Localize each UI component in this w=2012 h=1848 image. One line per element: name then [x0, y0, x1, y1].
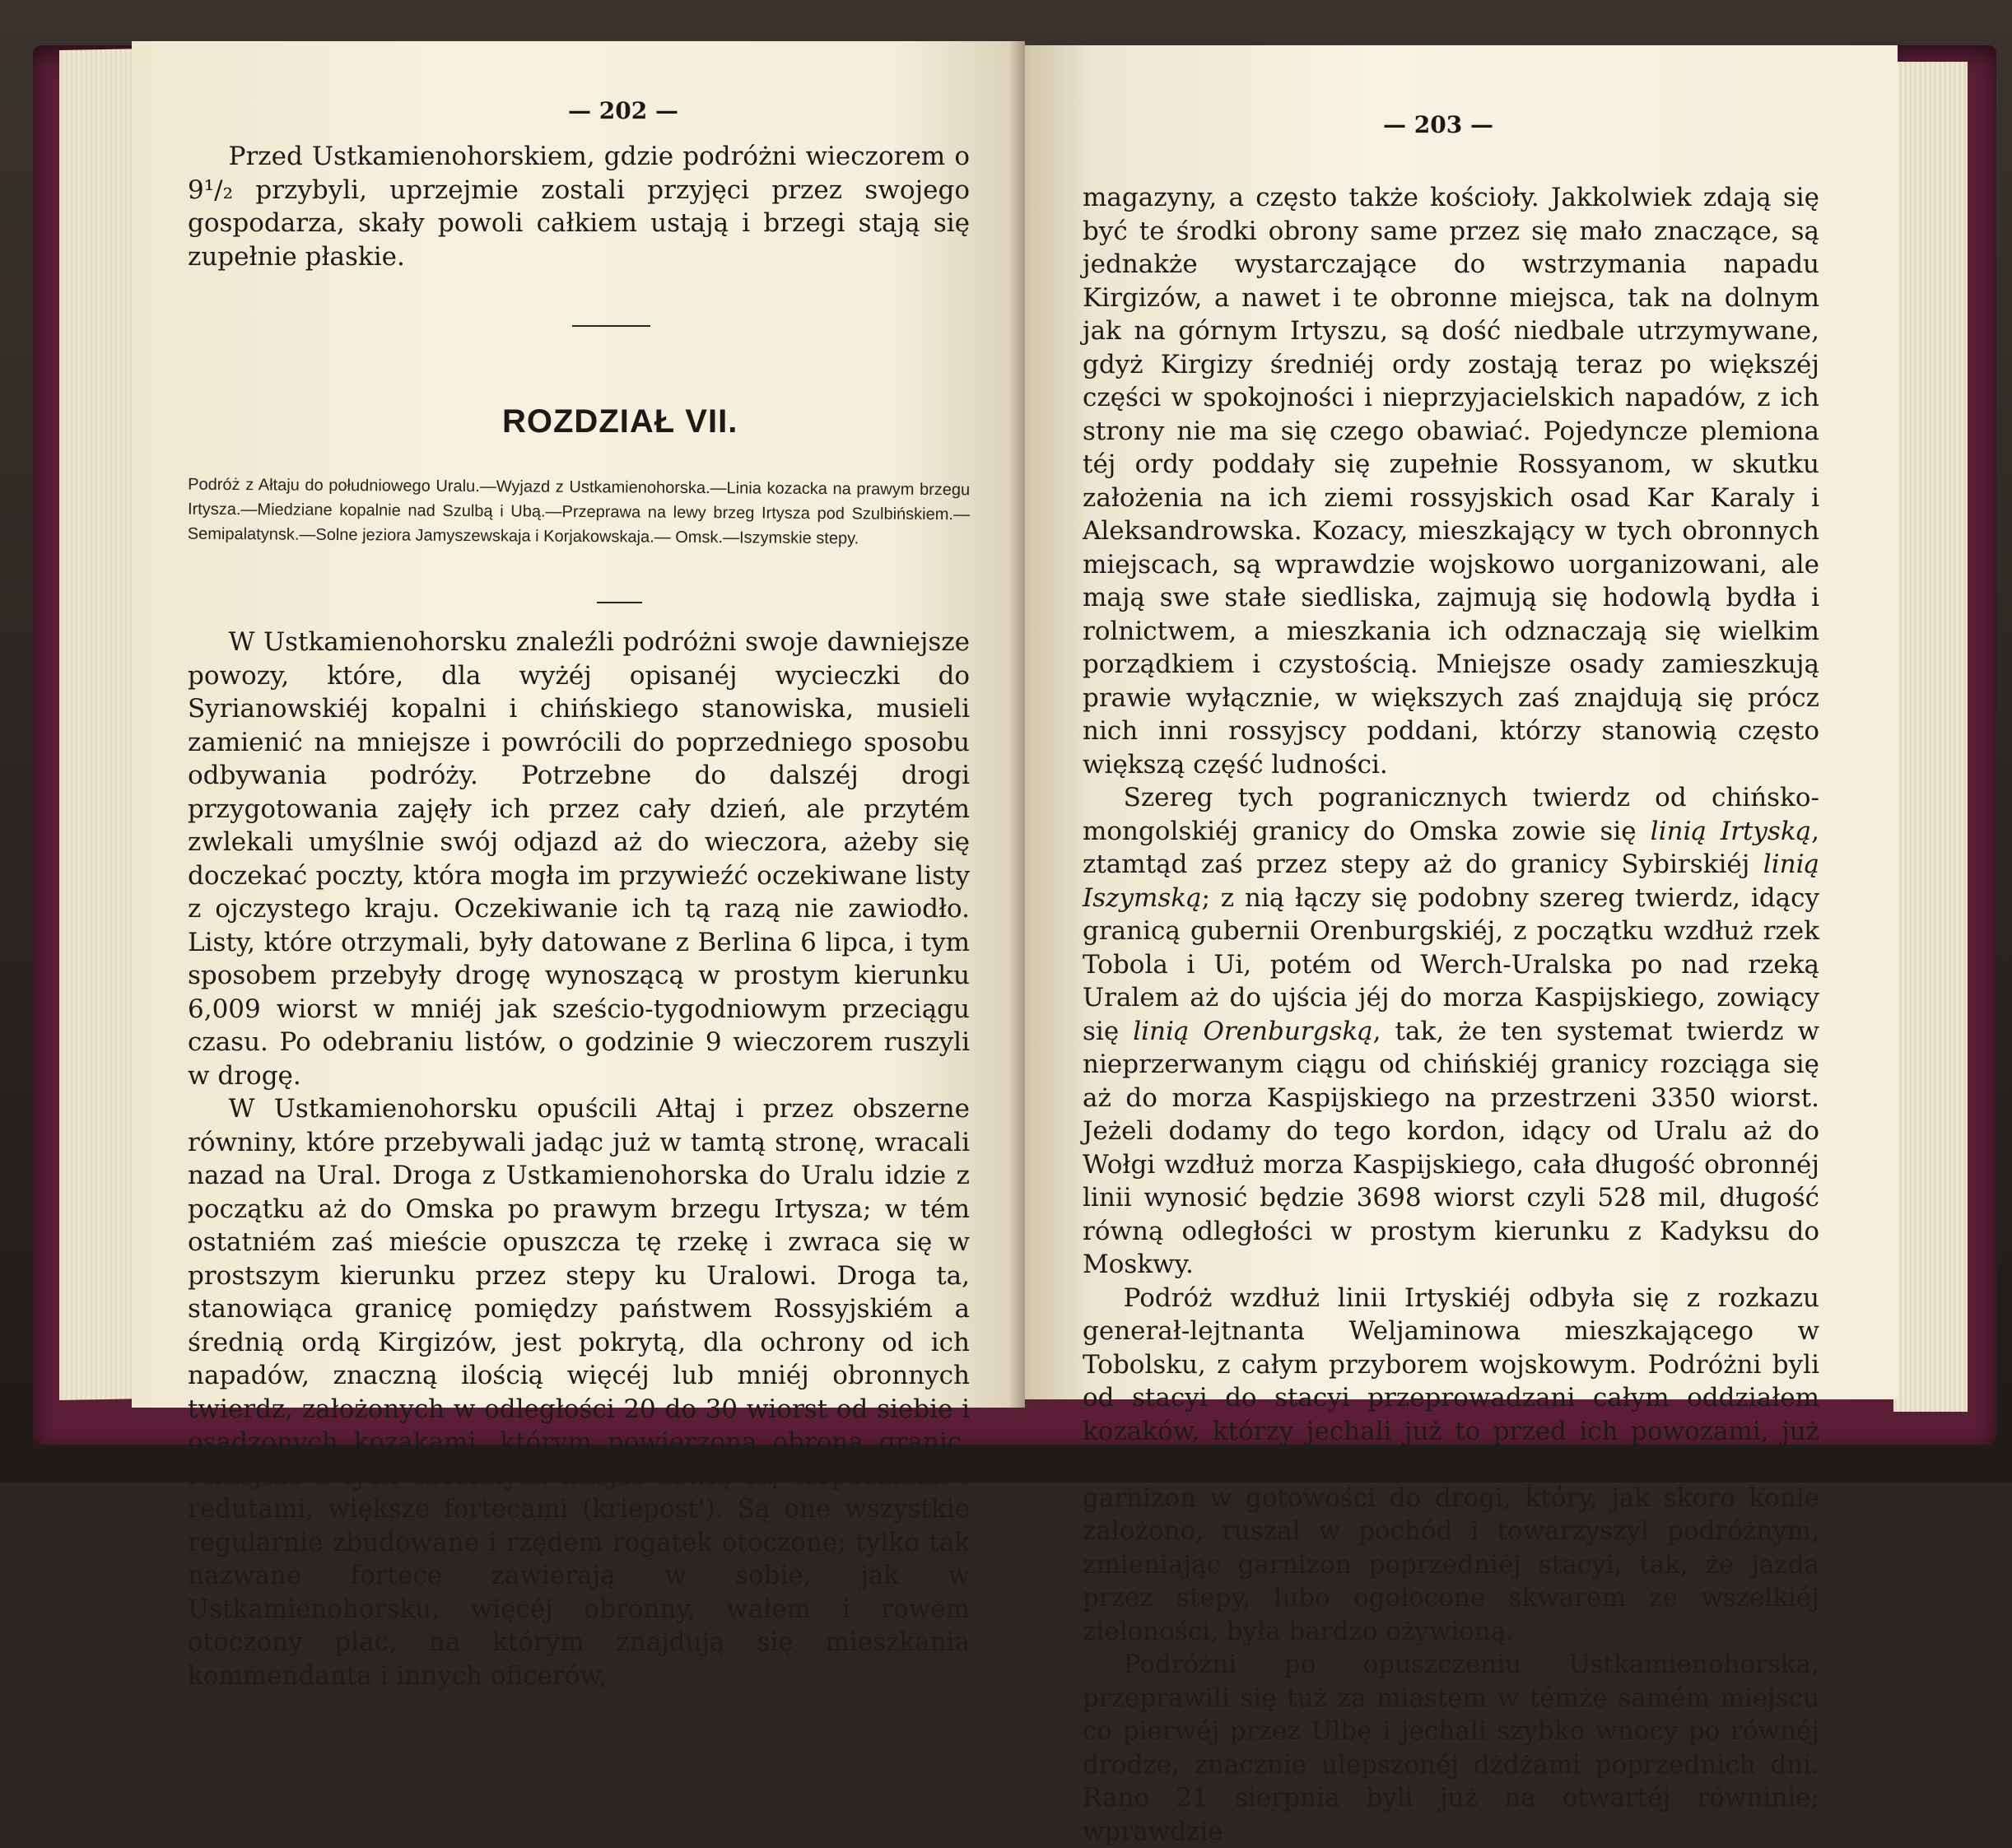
divider — [572, 325, 650, 327]
paragraph: Szereg tych pogranicznych twierdz od chińsko-mongolskiéj granicy do Omska zowie się linią Irtyską, ztamtąd zaś przez stepy aż do granicy Sybirskiéj linią Iszymską; z nią łączy się podobny szereg twierdz, idący granicą gubernii Orenburgskiéj, z początku wzdłuż rzek Tobola i Ui, potém od Werch-Uralska po nad rzeką Uralem aż do ujścia jéj do morza Kaspijskiego, zowiący się linią Orenburgską, tak, że ten systemat twierdz w nieprzerwanym ciągu od chińskiéj granicy rozciąga się aż do morza Kaspijskiego na przestrzeni 3350 wiorst. Jeżeli dodamy do tego kordon, idący od Uralu aż do Wołgi wzdłuż morza Kaspijskiego, cała długość obronnéj linii wynosić będzie 3698 wiorst czyli 528 mil, długość równą odległości w prostym kierunku z Kadyksu do Moskwy. — [1083, 783, 1819, 1279]
paragraph: Podróż wzdłuż linii Irtyskiéj odbyła się z rozkazu generał-lejtnanta Weljaminowa mieszkającego w Tobolsku, z całym przyborem wojskowym. Podróżni byli od stacyi do stacyi przeprowadzani całym oddziałem kozaków, którzy jechali już to przed ich powozami, już za niemi. Skoro przybyli do stacyi, znajdywali cały garnizon w gotowości do drogi, który, jak skoro konie założono, ruszał w pochód i towarzyszył podróżnym, zmieniając garnizon poprzedniéj stacyi, tak, że jazda przez stepy, lubo ogołocone skwarem ze wszelkiéj zieloności, była bardzo ożywioną. — [1083, 1282, 1819, 1646]
paragraph: Podróżni po opuszczeniu Ustkamienohorska, przeprawili się tuż za miastem w témże samém miejscu co pierwéj przez Ulbę i jechali szybko wnocy po równéj drodze, znacznie ulepszonéj dżdżami poprzednich dni. Rano 21 sierpnia byli już na otwartéj równinie; wprawdzie — [1083, 1650, 1819, 1846]
paragraph: W Ustkamienohorsku znaleźli podróżni swoje dawniejsze powozy, które, dla wyżéj opisanéj wycieczki do Syrianowskiéj kopalni i chińskiego stanowiska, musieli zamienić na mniejsze i powrócili do poprzedniego sposobu odbywania podróży. Potrzebne do dalszéj drogi przygotowania zajęły ich przez cały dzień, ale przytém zwlekali umyślnie swój odjazd aż do wieczora, ażeby się doczekać poczty, która mogła im przywieźć oczekiwane listy z ojczystego kraju. Oczekiwanie ich tą razą nie zawiodło. Listy, które otrzymali, były datowane z Berlina 6 lipca, i tym sposobem przebyły drogę wynoszącą w prostym kierunku 6,009 wiorst w mniéj jak sześcio-tygodniowym przeciągu czasu. Po odebraniu listów, o godzinie 9 wieczorem ruszyli w drogę. — [188, 627, 970, 1091]
page-edges-right — [1893, 62, 1968, 1412]
divider — [597, 602, 642, 603]
left-page — [132, 41, 1025, 1691]
paragraph: magazyny, a często także kościoły. Jakkolwiek zdają się być te środki obrony same przez się mało znaczące, są jednakże wystarczające do wstrzymania napadu Kirgizów, a nawet i te obronne miejsca, tak na dolnym jak na górnym Irtyszu, są dość niedbale utrzymywane, gdyż Kirgizy średniéj ordy zostają teraz po większéj części w spokojności i nieprzyjacielskich napadów, z ich strony nie ma się czego obawiać. Pojedyncze plemiona téj ordy poddały się zupełnie Rossyanom, w skutku założenia na ich ziemi rossyjskich osad Kar Karaly i Aleksandrowska. Kozacy, mieszkający w tych obronnych miejscach, są wprawdzie wojskowo uorganizowani, ale mają swe stałe siedliska, zajmują się hodowlą bydła i rolnictwem, a mieszkania ich odznaczają się wielkim porządkiem i czystością. Mniejsze osady zamieszkują prawie wyłącznie, w większych zaś znajdują się prócz nich inni rossyjscy poddani, którzy stanowią często większą część ludności. — [1083, 183, 1819, 780]
intro-paragraph: Przed Ustkamienohorskiem, gdzie podróżni wieczorem o 9¹/₂ przybyli, uprzejmie zostali przyjęci przez swojego gospodarza, skały powoli całkiem ustają i brzegi stają się zupełnie płaskie. — [188, 142, 970, 272]
body-text — [1083, 181, 1819, 1848]
paragraph: W Ustkamienohorsku opuścili Ałtaj i przez obszerne równiny, które przebywali jadąc już w tamtą stronę, wracali nazad na Ural. Droga z Ustkamienohorska do Uralu idzie z początku aż do Omska po prawym brzegu Irtysza; w tém ostatniém zaś mieście opuszcza tę rzekę i zwraca się w prostszym kierunku przez stepy ku Uralowi. Droga ta, stanowiąca granicę pomiędzy państwem Rossyjskiém a średnią ordą Kirgizów, jest pokrytą, dla ochrony od ich napadów, znaczną ilością więcéj lub mniéj obronnych twierdz, założonych w odległości 20 do 30 wiorst od siebie i osadzonych kozakami, którym powierzona obrona granic. Mniejsze z tych obronnych miejsc zowią się forpocztami i redutami, większe fortecami (kriepost'). Są one wszystkie regularnie zbudowane i rzędem rogatek otoczone; tylko tak nazwane fortece zawierają w sobie, jak w Ustkamienohorsku, więcéj obronny, wałem i rowem otoczony plac, na którym znajdują się mieszkania kommendanta i innych oficerów, — [188, 1094, 970, 1691]
body-text — [188, 626, 970, 1692]
chapter-title: ROZDZIAŁ VII. — [502, 403, 738, 440]
right-page — [1025, 45, 1898, 1846]
chapter-summary: Podróż z Ałtaju do południowego Uralu.—Wyjazd z Ustkamienohorska.—Linia kozacka na prawym brzegu Irtysza.—Miedziane kopalnie nad Szulbą i Ubą.—Przeprawa na lewy brzeg Irtysza pod Szulbińskiem.—Semipalatynsk.—Solne jeziora Jamyszewskaja i Korjakowskaja.— Omsk.—Iszymskie stepy. — [187, 475, 971, 548]
page-number: — 202 — — [568, 97, 678, 124]
page-number: — 203 — — [1383, 111, 1493, 138]
